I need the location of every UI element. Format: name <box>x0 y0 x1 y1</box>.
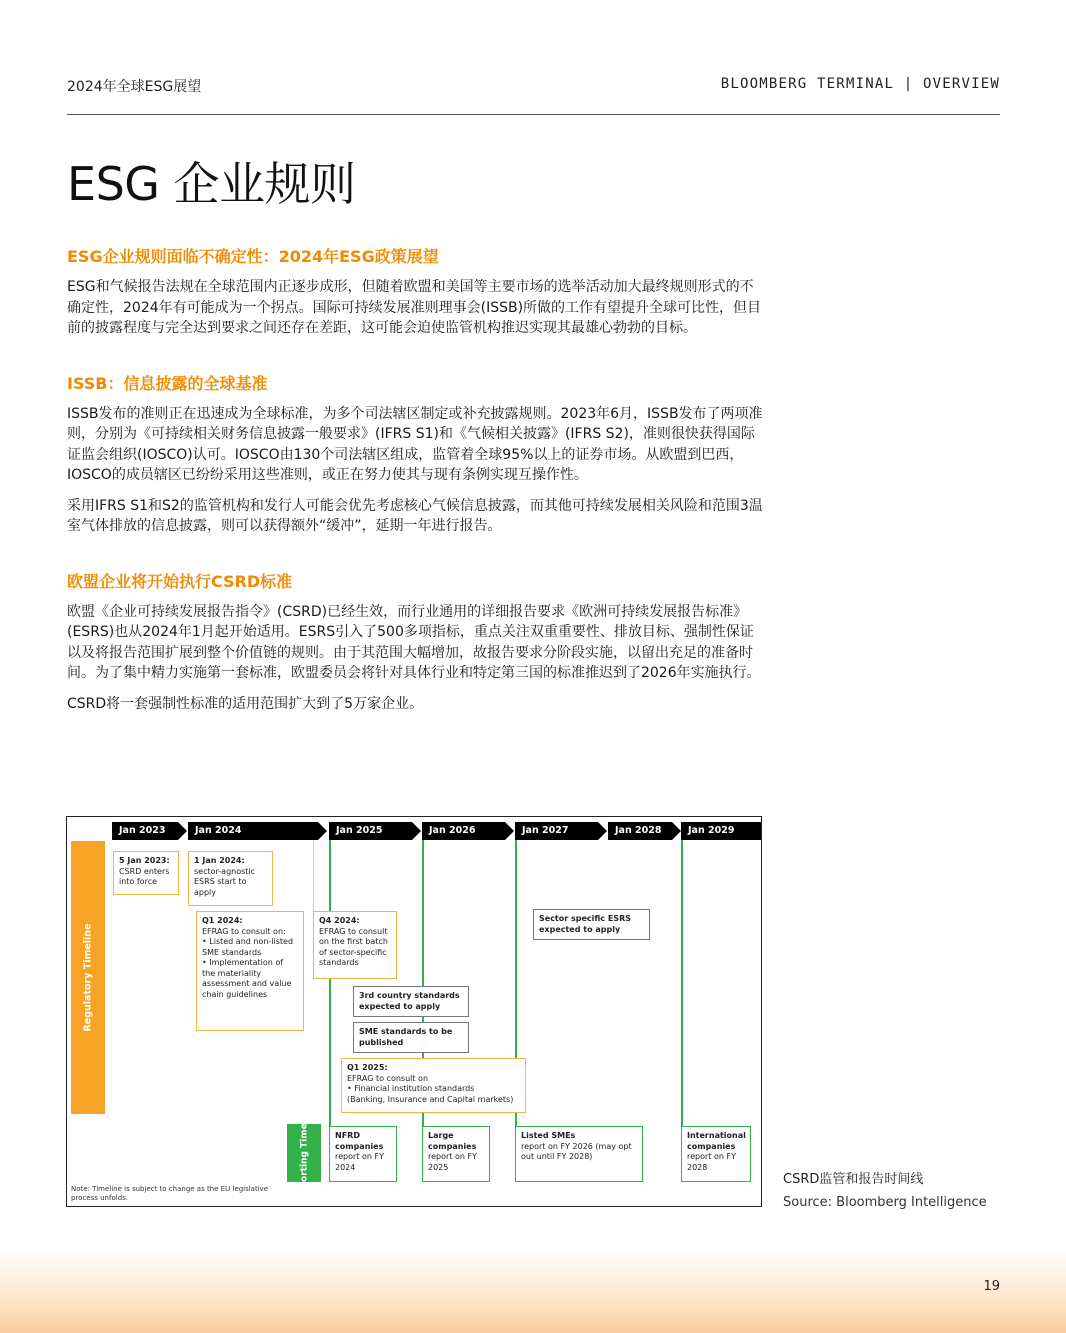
section-1 <box>67 244 767 339</box>
note-box: Q4 2024: EFRAG to consult on the first batch of sector-specific standards <box>313 911 397 979</box>
note-box: NFRD companies report on FY 2024 <box>329 1126 397 1182</box>
year-bar: Jan 2027 <box>515 822 598 840</box>
year-arrow-icon <box>318 822 327 840</box>
paragraph: 采用IFRS S1和S2的监管机构和发行人可能会优先考虑核心气候信息披露，而其他可持续发展相关风险和范围3温室气体排放的信息披露，则可以获得额外“缓冲”，延期一年进行报告。 <box>67 497 763 534</box>
note-box: Q1 2025: EFRAG to consult on • Financial institution standards (Banking, Insurance and Capital markets) <box>341 1058 526 1113</box>
header-left: 2024年全球ESG展望 <box>67 79 202 95</box>
csrd-timeline-figure <box>66 816 762 1207</box>
note-box: 1 Jan 2024: sector-agnostic ESRS start to apply <box>188 851 273 906</box>
header-rule <box>67 114 1000 115</box>
timeline-footnote: Note: Timeline is subject to change as the EU legislative process unfolds. <box>71 1185 269 1202</box>
section-heading: 欧盟企业将开始执行CSRD标准 <box>67 571 293 591</box>
section-heading: ISSB：信息披露的全球基准 <box>67 373 268 393</box>
year-arrow-icon <box>598 822 607 840</box>
page-number: 19 <box>983 1279 1000 1294</box>
year-bar: Jan 2026 <box>422 822 505 840</box>
figure-source: Source: Bloomberg Intelligence <box>783 1195 987 1210</box>
section-2 <box>67 371 767 537</box>
figure-caption: CSRD监管和报告时间线 <box>783 1172 924 1187</box>
note-box: Q1 2024: EFRAG to consult on: • Listed and non-listed SME standards • Implementation of the materiality assessment and value chain guidelines <box>196 911 304 1031</box>
year-bar: Jan 2024 <box>188 822 318 840</box>
section-3 <box>67 569 767 715</box>
note-box: International companies report on FY 2028 <box>681 1126 751 1182</box>
regulatory-timeline-label: Regulatory Timeline <box>82 923 94 1032</box>
note-box: Sector specific ESRS expected to apply <box>533 909 650 940</box>
note-box: SME standards to be published <box>353 1022 469 1053</box>
year-arrow-icon <box>672 822 681 840</box>
reporting-timeline-label: Reporting Timeline <box>299 1104 310 1202</box>
paragraph: ISSB发布的准则正在迅速成为全球标准，为多个司法辖区制定或补充披露规则。2023年6月，ISSB发布了两项准则，分别为《可持续相关财务信息披露一般要求》(IFRS S1)和《气候相关披露》(IFRS S2)，准则很快获得国际证监会组织(IOSCO)认可。IOSCO由130个司法辖区组成，监管着全球95%以上的证券市场。从欧盟到巴西，IOSCO的成员辖区已纷纷采用这些准则，或正在努力使其与现有条例实现互操作性。 <box>67 405 763 483</box>
divider <box>681 840 683 1127</box>
year-bar: Jan 2029 <box>681 822 761 840</box>
year-arrow-icon <box>412 822 421 840</box>
paragraph: ESG和气候报告法规在全球范围内正逐步成形，但随着欧盟和美国等主要市场的选举活动加大最终规则形式的不确定性，2024年有可能成为一个拐点。国际可持续发展准则理事会(ISSB)所做的工作有望提升全球可比性，但目前的披露程度与完全达到要求之间还存在差距，这可能会迫使监管机构推迟实现其最雄心勃勃的目标。 <box>67 279 762 336</box>
paragraph: 欧盟《企业可持续发展报告指令》(CSRD)已经生效，而行业通用的详细报告要求《欧洲可持续发展报告标准》(ESRS)也从2024年1月起开始适用。ESRS引入了500多项指标，重点关注双重重要性、排放目标、强制性保证以及将报告范围扩展到整个价值链的规则。由于其范围大幅增加，故报告要求分阶段实施，以留出充足的准备时间。为了集中精力实施第一套标准，欧盟委员会将针对具体行业和特定第三国的标准推迟到了2026年实施执行。 <box>67 603 761 681</box>
content <box>67 244 767 724</box>
year-arrow-icon <box>178 822 187 840</box>
year-bar: Jan 2023 <box>112 822 178 840</box>
paragraph: CSRD将一套强制性标准的适用范围扩大到了5万家企业。 <box>67 695 424 712</box>
note-box: Listed SMEs report on FY 2026 (may opt out until FY 2028) <box>515 1126 643 1182</box>
year-bar: Jan 2025 <box>329 822 412 840</box>
header-right: BLOOMBERG TERMINAL | OVERVIEW <box>720 76 1000 92</box>
year-arrow-icon <box>505 822 514 840</box>
year-bar: Jan 2028 <box>608 822 672 840</box>
bottom-gradient <box>0 1250 1066 1333</box>
note-box: 5 Jan 2023: CSRD enters into force <box>113 851 179 895</box>
page-title: ESG 企业规则 <box>67 157 356 211</box>
note-box: Large companies report on FY 2025 <box>422 1126 490 1182</box>
section-heading: ESG企业规则面临不确定性：2024年ESG政策展望 <box>67 247 439 266</box>
divider <box>329 840 331 1127</box>
note-box: 3rd country standards expected to apply <box>353 986 469 1017</box>
